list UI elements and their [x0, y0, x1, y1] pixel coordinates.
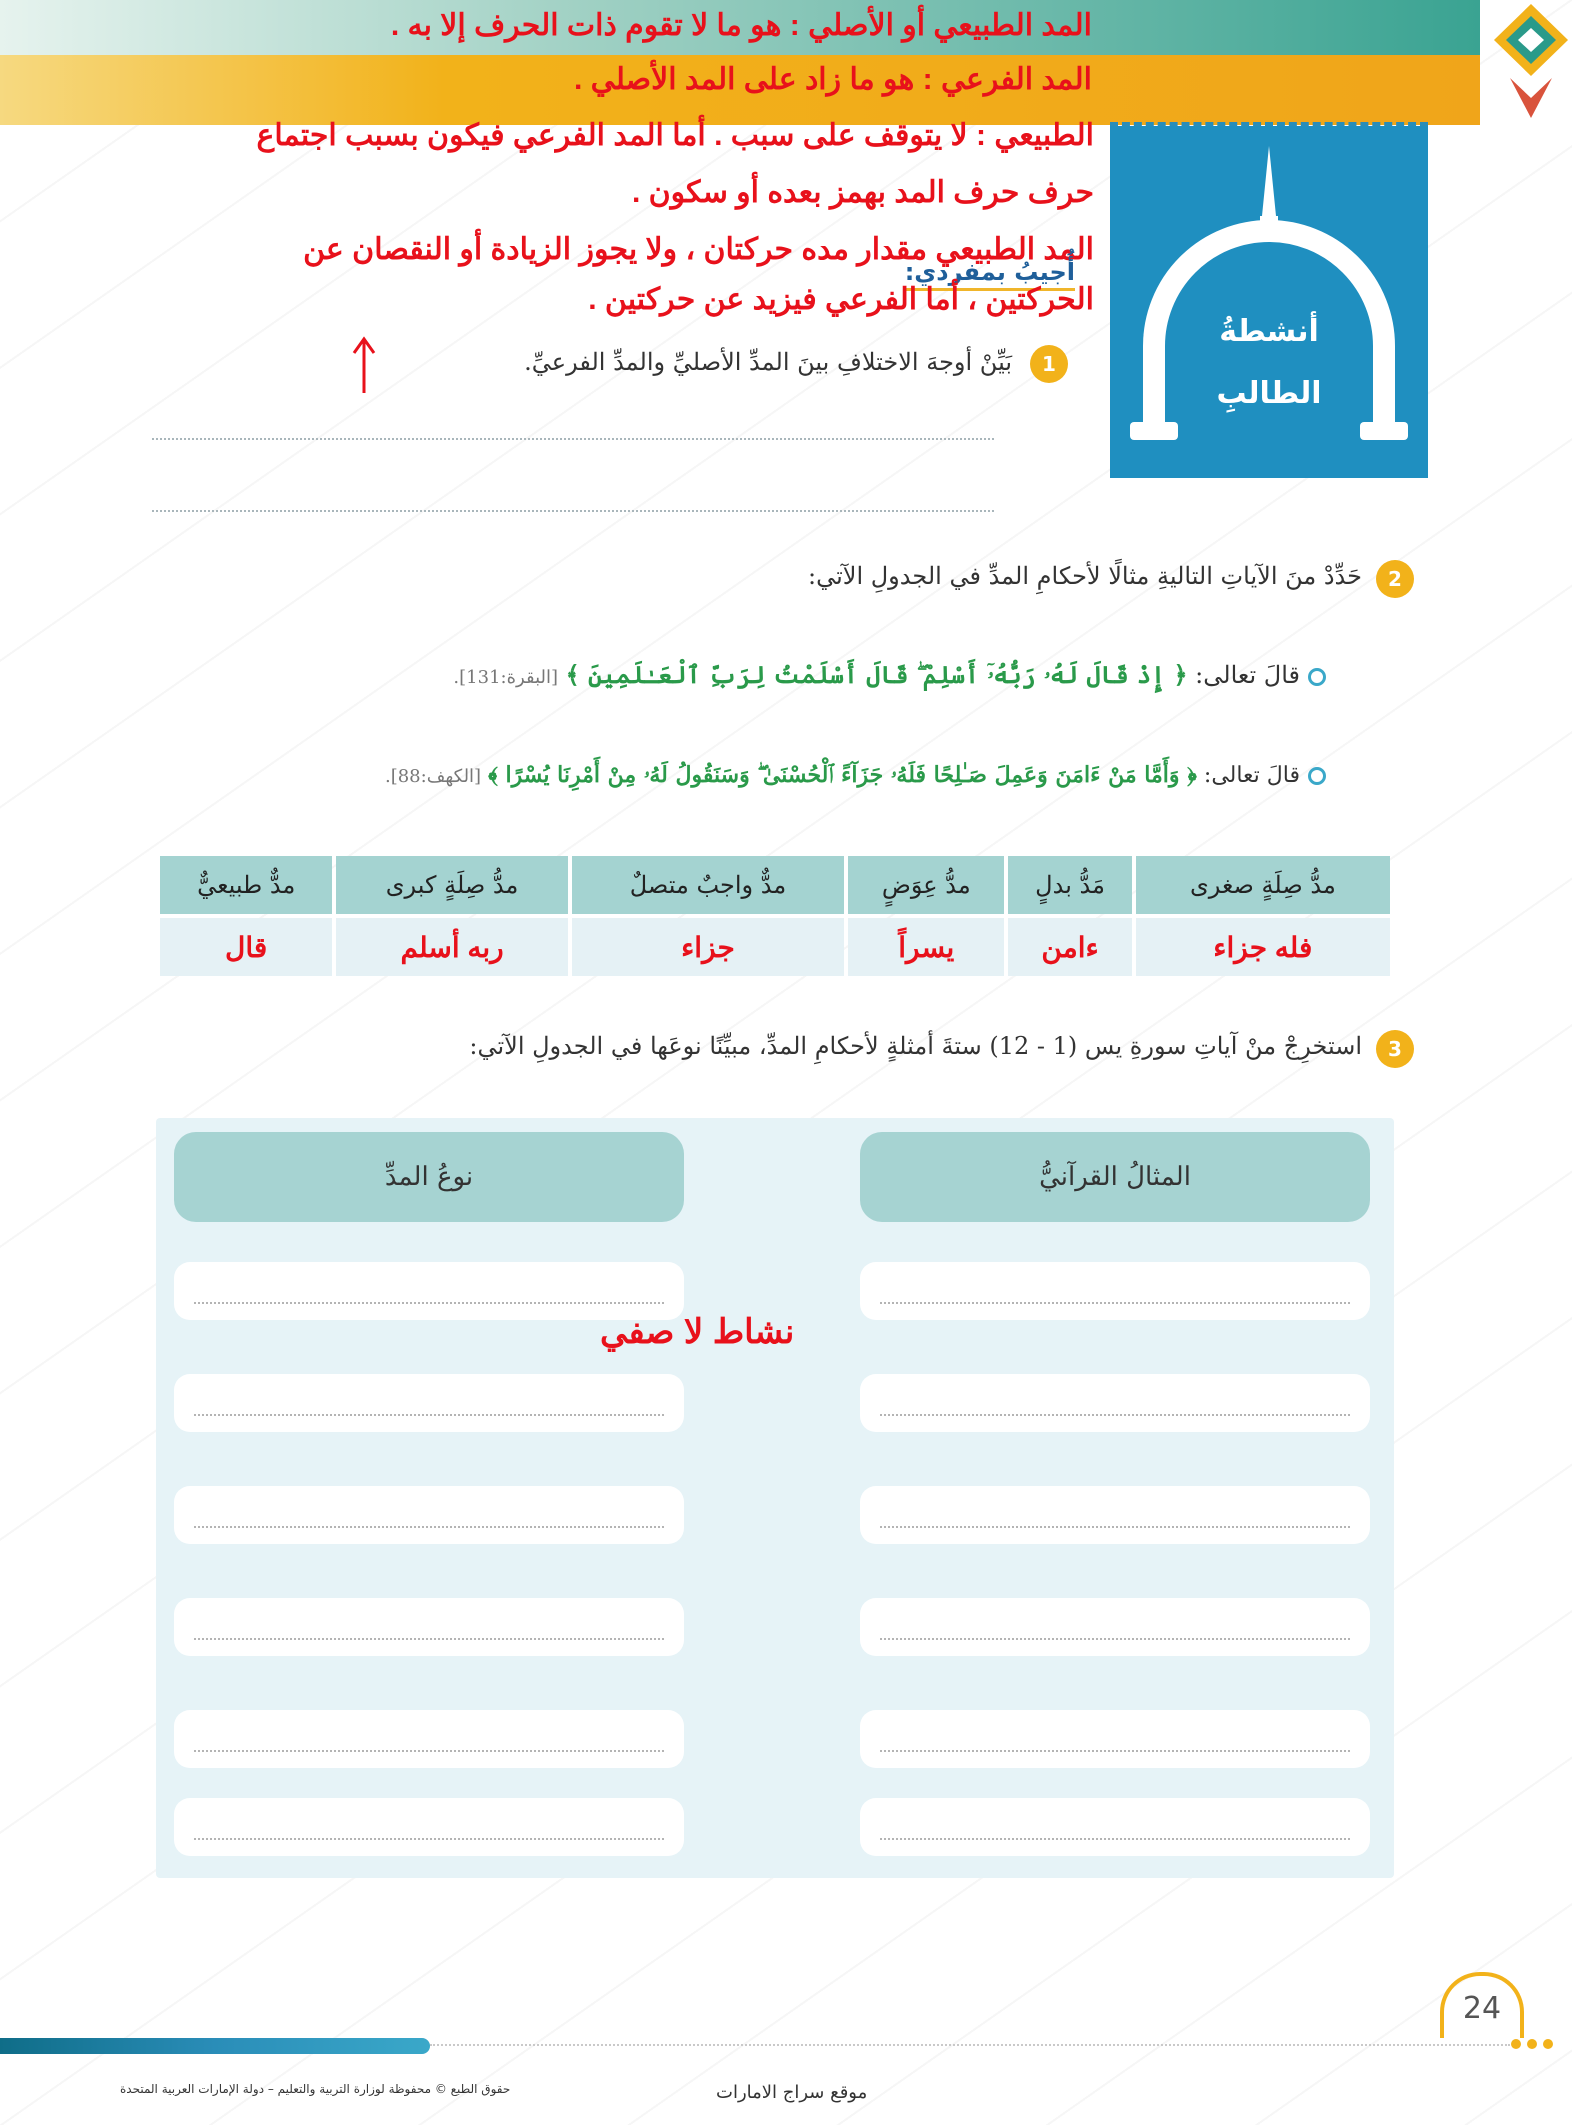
examples-table	[156, 1118, 1394, 1878]
table-header-cell: مَدُّ بدلٍ	[1008, 856, 1131, 914]
ornament-icon	[1490, 0, 1572, 120]
verse-1-intro: قالَ تعالى:	[1195, 661, 1300, 689]
question-3-number: 3	[1376, 1030, 1414, 1068]
table-answer-cell[interactable]: جزاء	[572, 918, 844, 976]
dots-icon	[1510, 2036, 1554, 2052]
answer-line-1[interactable]	[152, 438, 994, 440]
verse-2-intro: قالَ تعالى:	[1203, 763, 1300, 788]
example-cell[interactable]	[860, 1798, 1370, 1856]
footer-bar	[0, 2038, 430, 2054]
copyright-text: حقوق الطبع © محفوظة لوزارة التربية والتعليم – دولة الإمارات العربية المتحدة	[120, 2082, 511, 2096]
table-header-cell: مدٌّ طبيعيٌّ	[160, 856, 332, 914]
verse-2	[385, 762, 1326, 788]
dashed-divider	[1110, 122, 1428, 126]
question-3-text: استخرِجْ منْ آياتِ سورةِ يس (1 - 12) ستةَ أمثلةٍ لأحكامِ المدِّ، مبيِّنًا نوعَها في الجدولِ الآتي:	[469, 1032, 1362, 1060]
annotation-line-6: الحركتين ، أما الفرعي فيزيد عن حركتين .	[588, 283, 1094, 316]
bullet-icon	[1308, 767, 1326, 785]
annotation-line-3: الطبيعي : لا يتوقف على سبب . أما المد الفرعي فيكون بسبب اجتماع	[256, 119, 1094, 152]
activities-title-top: أنشطةُ	[1219, 314, 1319, 349]
table-answer-cell[interactable]: قال	[160, 918, 332, 976]
site-name: موقع سراج الامارات	[716, 2082, 868, 2103]
table-header-cell: مدُّ صِلَةٍ صغرى	[1136, 856, 1390, 914]
table-header-cell: مدُّ عِوَضٍ	[848, 856, 1004, 914]
student-activities-panel	[1110, 126, 1428, 478]
example-cell[interactable]	[860, 1598, 1370, 1656]
verse-1-ref: [البقرة:131].	[453, 667, 559, 688]
answer-line-2[interactable]	[152, 510, 994, 512]
annotation-line-4: حرف حرف المد بهمز بعده أو سكون .	[631, 176, 1094, 209]
bullet-icon	[1308, 668, 1326, 686]
page-number: 24	[1440, 1972, 1524, 2038]
annotation-line-2: المد الفرعي : هو ما زاد على المد الأصلي .	[574, 63, 1092, 96]
question-1-text: بَيِّنْ أوجهَ الاختلافِ بينَ المدِّ الأصليِّ والمدِّ الفرعيِّ.	[524, 348, 1012, 376]
verse-2-ref: [الكهف:88].	[384, 766, 482, 787]
annotation-line-1: المد الطبيعي أو الأصلي : هو ما لا تقوم ذات الحرف إلا به .	[390, 9, 1092, 42]
table-answer-row	[160, 918, 1390, 976]
annotation-line-5: المد الطبيعي مقدار مده حركتان ، ولا يجوز الزيادة أو النقصان عن	[303, 233, 1094, 266]
arrow-icon	[350, 335, 378, 395]
column-header-type: نوعُ المدِّ	[174, 1132, 684, 1222]
example-cell[interactable]	[860, 1486, 1370, 1544]
table-header-row	[160, 856, 1390, 914]
example-cell[interactable]	[860, 1374, 1370, 1432]
madd-rules-table	[156, 852, 1394, 980]
verse-1	[453, 660, 1326, 689]
footer-dotted-rule	[430, 2044, 1510, 2046]
type-cell[interactable]	[174, 1598, 684, 1656]
activities-title-bottom: الطالبِ	[1216, 376, 1322, 411]
question-1-number: 1	[1030, 345, 1068, 383]
type-cell[interactable]	[174, 1798, 684, 1856]
column-header-example: المثالُ القرآنيُّ	[860, 1132, 1370, 1222]
verse-1-text: ﴿ إِذْ قَالَ لَهُۥ رَبُّهُۥٓ أَسْلِمْ ۖ قَالَ أَسْلَمْتُ لِرَبِّ ٱلْعَـٰلَمِينَ ﴾	[565, 660, 1188, 689]
type-cell[interactable]	[174, 1374, 684, 1432]
question-2-number: 2	[1376, 560, 1414, 598]
table-answer-cell[interactable]: فله جزاء	[1136, 918, 1390, 976]
type-cell[interactable]	[174, 1486, 684, 1544]
answer-alone-heading: أُجيبُ بمفردي:	[905, 258, 1075, 291]
type-cell[interactable]	[174, 1710, 684, 1768]
table-header-cell: مدٌّ واجبٌ متصلٌ	[572, 856, 844, 914]
question-2-text: حَدِّدْ منَ الآياتِ التاليةِ مثالًا لأحكامِ المدِّ في الجدولِ الآتي:	[807, 562, 1362, 590]
table-answer-cell[interactable]: ءامن	[1008, 918, 1131, 976]
table-header-cell: مدُّ صِلَةٍ كبرى	[336, 856, 567, 914]
arch-icon	[1110, 126, 1428, 478]
table-answer-cell[interactable]: ربه أسلم	[336, 918, 567, 976]
verse-2-text: ﴿ وَأَمَّا مَنْ ءَامَنَ وَعَمِلَ صَـٰلِحًا فَلَهُۥ جَزَآءً ٱلْحُسْنَىٰ ۖ وَسَنَقُولُ لَهُۥ مِنْ أَمْرِنَا يُسْرًا ﴾	[488, 762, 1197, 788]
example-cell[interactable]	[860, 1262, 1370, 1320]
extracurricular-note: نشاط لا صفي	[600, 1313, 795, 1351]
table-answer-cell[interactable]: يسراً	[848, 918, 1004, 976]
example-cell[interactable]	[860, 1710, 1370, 1768]
